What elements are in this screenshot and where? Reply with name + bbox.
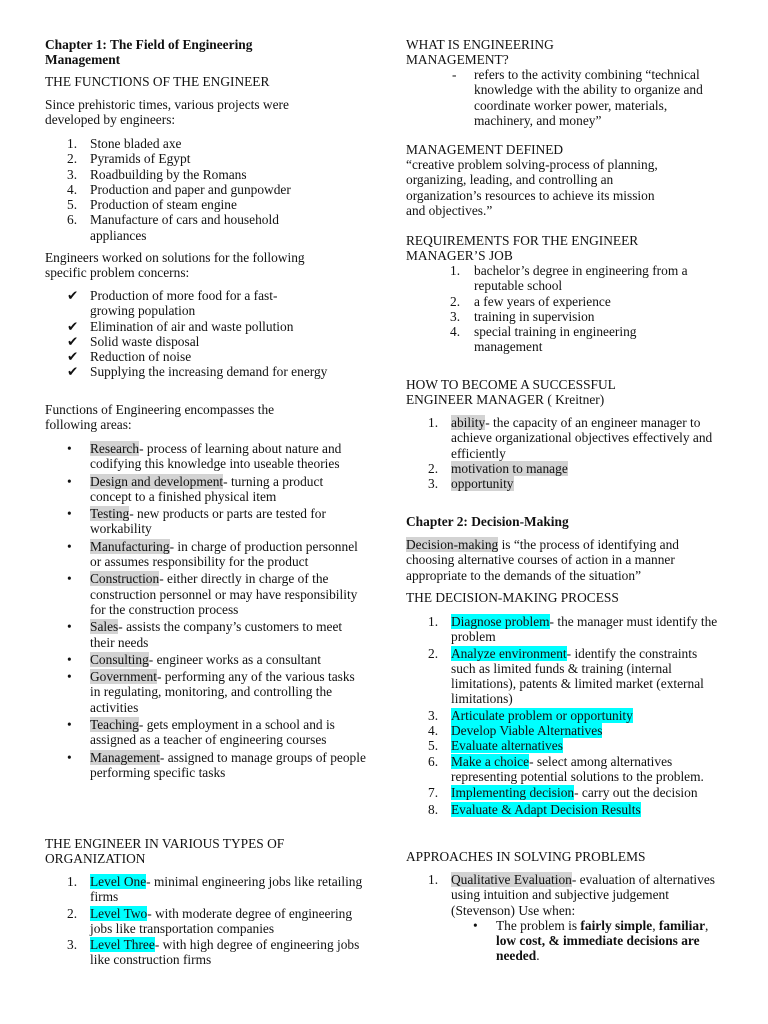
list-item: • Management- assigned to manage groups of people performing specific tasks — [67, 749, 366, 780]
checkmark-icon: ✔ — [67, 318, 79, 334]
bullet-icon: • — [67, 749, 72, 765]
list-item: 4. special training in engineering management — [450, 324, 637, 355]
projects-list — [45, 136, 367, 243]
list-item: 5. Production of steam engine — [67, 197, 237, 213]
list-item: • Consulting- engineer works as a consultant — [67, 651, 321, 667]
list-item: 1. Qualitative Evaluation- evaluation of alternatives using intuition and subjective judgement (Stevenson) Use when: • The problem is fairly simple, familiar, low cost, & immediate decisions are needed. — [406, 872, 724, 964]
list-item: 1. Level One- minimal engineering jobs like retailing firms — [67, 874, 363, 905]
requirements-heading: REQUIREMENTS FOR THE ENGINEER MANAGER’S JOB — [406, 233, 639, 264]
process-heading: THE DECISION-MAKING PROCESS — [406, 590, 619, 605]
list-item: • Sales- assists the company’s customers to meet their needs — [67, 619, 343, 650]
bullet-icon: • — [67, 651, 72, 667]
checkmark-icon: ✔ — [67, 288, 79, 303]
list-item: 6. Manufacture of cars and household appliances — [67, 212, 279, 243]
requirements-list — [406, 263, 724, 355]
list-item: ✔ Reduction of noise — [67, 349, 192, 365]
bullet-icon: • — [67, 571, 72, 587]
approaches-list — [406, 872, 724, 964]
mgmt-defined-heading: MANAGEMENT DEFINED — [406, 142, 564, 157]
list-item: 2. Analyze environment- identify the constraints such as limited funds & training (internal limitations), patents & limited market (external limitations) — [428, 645, 704, 707]
checkmark-icon: ✔ — [67, 364, 79, 380]
checkmark-icon: ✔ — [67, 333, 79, 349]
list-item: 1. ability- the capacity of an engineer manager to achieve organizational objectives effectively and efficiently — [428, 415, 713, 461]
dash-bullet: - — [452, 67, 457, 82]
list-item: ✔ Elimination of air and waste pollution — [67, 318, 294, 334]
list-item: 2. motivation to manage — [428, 460, 568, 476]
list-item: 3. Level Three- with high degree of engineering jobs like construction firms — [67, 937, 360, 968]
list-item: 1. Stone bladed axe — [67, 136, 182, 151]
chapter1-title-line2: Management — [45, 52, 121, 68]
bullet-icon: • — [67, 538, 72, 554]
bullet-icon: • — [67, 619, 72, 635]
list-item: 2. Level Two- with moderate degree of engineering jobs like transportation companies — [67, 905, 353, 936]
bullet-icon: • — [67, 473, 72, 489]
use-when-item: • The problem is fairly simple, familiar, low cost, & immediate decisions are needed. — [473, 917, 709, 964]
list-item: 6. Make a choice- select among alternatives representing potential solutions to the problem. — [428, 753, 704, 784]
areas-intro: Functions of Engineering encompasses the following areas: — [45, 402, 275, 433]
list-item: • Government- performing any of the various tasks in regulating, monitoring, and controlling the activities — [67, 669, 355, 715]
list-item: ✔ Solid waste disposal — [67, 333, 200, 349]
list-item: 2. a few years of experience — [450, 293, 611, 309]
list-item: 3. opportunity — [428, 476, 514, 492]
what-is-definition: - refers to the activity combining “technical knowledge with the ability to organize and coordinate worker power, materials, machinery, and money” — [452, 67, 703, 128]
process-list — [406, 614, 724, 817]
list-item: ✔ Supplying the increasing demand for energy — [67, 364, 328, 380]
areas-list — [45, 441, 367, 782]
chapter2-title: Chapter 2: Decision-Making — [406, 514, 569, 529]
checkmark-icon: ✔ — [67, 349, 79, 365]
list-item: 7. Implementing decision- carry out the decision — [428, 785, 698, 801]
levels-list — [45, 874, 367, 968]
list-item: 1. Diagnose problem- the manager must identify the problem — [428, 614, 718, 645]
chapter1-title-line1: Chapter 1: The Field of Engineering — [45, 37, 253, 52]
bullet-icon: • — [67, 669, 72, 685]
functions-heading: THE FUNCTIONS OF THE ENGINEER — [45, 74, 270, 89]
list-item: ✔ Production of more food for a fast-growing population — [67, 288, 278, 319]
decision-definition: Decision-making is “the process of identifying and choosing alternative courses of action in a manner appropriate to the demands of the situation” — [406, 537, 679, 583]
list-item: 2. Pyramids of Egypt — [67, 151, 191, 167]
list-item: • Teaching- gets employment in a school and is assigned as a teacher of engineering courses — [67, 717, 335, 748]
list-item: • Manufacturing- in charge of production personnel or assumes responsibility for the product — [67, 538, 358, 570]
successful-heading: HOW TO BECOME A SUCCESSFUL ENGINEER MANAGER ( Kreitner) — [406, 377, 616, 408]
prehistoric-intro: Since prehistoric times, various projects were developed by engineers: — [45, 97, 289, 128]
list-item: 3. Articulate problem or opportunity — [428, 707, 633, 723]
list-item: • Construction- either directly in charge of the construction personnel or may have responsibility for the construction process — [67, 571, 358, 617]
approaches-heading: APPROACHES IN SOLVING PROBLEMS — [406, 849, 646, 864]
list-item: 3. Roadbuilding by the Romans — [67, 166, 247, 182]
chapter1-title — [45, 37, 367, 68]
org-heading: THE ENGINEER IN VARIOUS TYPES OF ORGANIZATION — [45, 836, 285, 867]
bullet-icon: • — [473, 917, 478, 933]
list-item: 5. Evaluate alternatives — [428, 738, 563, 754]
concerns-list — [45, 288, 367, 380]
bullet-icon: • — [67, 441, 72, 456]
list-item: 4. Production and paper and gunpowder — [67, 181, 291, 197]
list-item: • Research- process of learning about nature and codifying this knowledge into useable theories — [67, 441, 342, 472]
problems-intro: Engineers worked on solutions for the following specific problem concerns: — [45, 250, 305, 281]
bullet-icon: • — [67, 717, 72, 733]
successful-list — [406, 415, 724, 491]
bullet-icon: • — [67, 506, 72, 522]
list-item: 3. training in supervision — [450, 308, 595, 324]
list-item: • Testing- new products or parts are tested for workability — [67, 506, 326, 537]
mgmt-defined-text: “creative problem solving-process of planning, organizing, leading, and controlling an organization’s resources to achieve its mission and objectives.” — [406, 157, 658, 218]
list-item: 1. bachelor’s degree in engineering from a reputable school — [450, 263, 688, 294]
stevenson-note: (Stevenson) Use when: — [451, 902, 576, 918]
list-item: 8. Evaluate & Adapt Decision Results — [428, 801, 641, 817]
what-is-heading: WHAT IS ENGINEERING MANAGEMENT? — [406, 37, 554, 68]
list-item: • Design and development- turning a product concept to a finished physical item — [67, 473, 324, 504]
list-item: 4. Develop Viable Alternatives — [428, 723, 603, 739]
